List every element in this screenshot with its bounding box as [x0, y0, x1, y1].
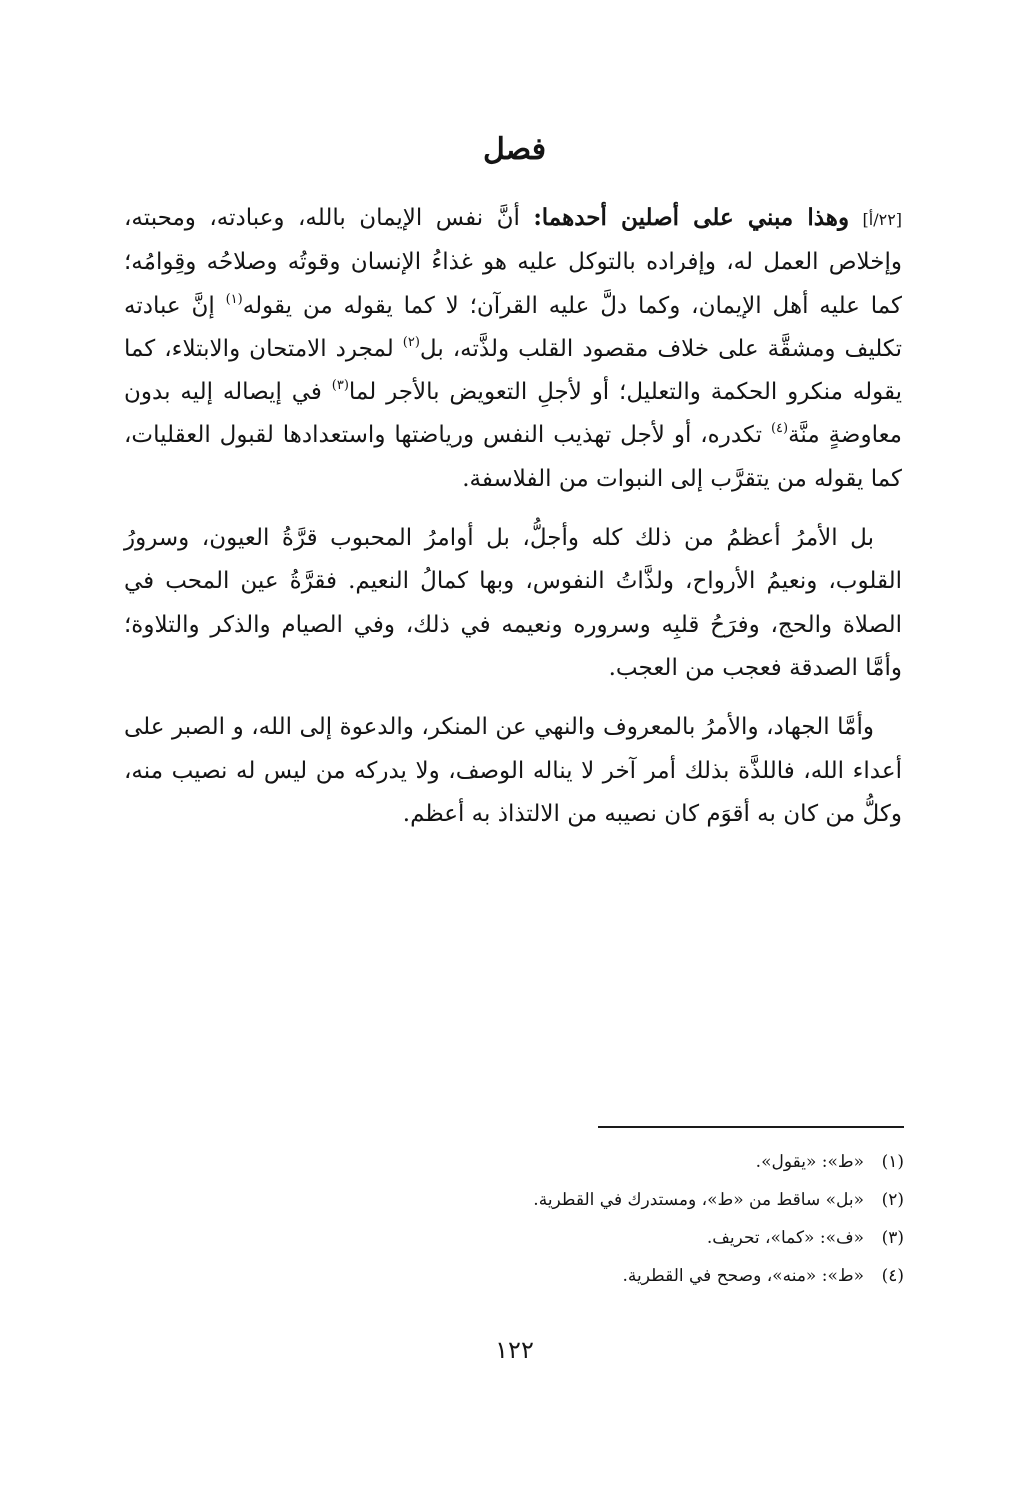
footnote-text: «بل» ساقط من «ط»، ومستدرك في القطرية.	[533, 1190, 864, 1210]
footnote-item	[126, 1224, 904, 1252]
footnote-item	[126, 1262, 904, 1290]
paragraph-3: وأمَّا الجهاد، والأمرُ بالمعروف والنهي عن المنكر، والدعوة إلى الله، و الصبر على أعداء الله، فاللذَّة بذلك أمر آخر لا يناله الوصف، ولا يدركه من ليس له نصيب منه، وكلُّ من كان به أقوَم كان نصيبه من الالتذاذ به أعظم.	[124, 714, 902, 827]
paragraph-text: إنَّ عبادته تكليف ومشقَّة على خلاف مقصود القلب ولذَّته، بل	[124, 292, 903, 362]
footnote-reference-2[interactable]: (٢)	[402, 334, 420, 350]
footnote-divider	[598, 1126, 904, 1128]
paragraph-2: بل الأمرُ أعظمُ من ذلك كله وأجلُّ، بل أوامرُ المحبوب قرَّةُ العيون، وسرورُ القلوب، ونعيمُ الأرواح، ولذَّاتُ النفوس، وبها كمالُ النعيم. فقرَّةُ عين المحب في الصلاة والحج، وفرَحُ قلبِه وسروره ونعيمه في ذلك، وفي الصيام والذكر والتلاوة؛ وأمَّا الصدقة فعجب من العجب.	[124, 525, 902, 681]
section-heading: فصل	[482, 132, 547, 167]
bold-lead-phrase: وهذا مبني على أصلين أحدهما:	[533, 204, 850, 231]
page-number: ١٢٢	[495, 1336, 534, 1364]
footnote-number: (١)	[881, 1152, 904, 1172]
paragraph-text: لمجرد الامتحان والابتلاء، كما يقوله منكرو الحكمة والتعليل؛ أو لأجلِ التعويض بالأجر لما	[124, 335, 902, 406]
footnote-text: «ف»: «كما»، تحريف.	[706, 1228, 864, 1248]
footnote-item	[126, 1148, 904, 1176]
footnote-reference-4[interactable]: (٤)	[770, 421, 789, 437]
paragraph-text: في إيصاله إليه بدون معاوضةٍ منَّة	[124, 379, 902, 449]
footnote-number: (٣)	[881, 1228, 904, 1248]
paragraph-1	[124, 196, 902, 501]
paragraph-text: أنَّ نفس الإيمان بالله، وعبادته، ومحبته، وإخلاص العمل له، وإفراده بالتوكل عليه هو غذاءُ الإنسان وقوتُه وصلاحُه وقِوامُه؛ كما عليه أهل الإيمان، وكما دلَّ عليه القرآن؛ لا كما يقوله من يقوله	[124, 205, 902, 319]
footnote-number: (٢)	[881, 1190, 904, 1210]
footnote-reference-3[interactable]: (٣)	[331, 378, 349, 394]
footnote-text: «ط»: «يقول».	[755, 1152, 864, 1172]
footnote-item	[126, 1186, 904, 1214]
footnote-reference-1[interactable]: (١)	[225, 291, 243, 307]
body-text	[124, 196, 902, 836]
manuscript-folio-marker: [٢٢/أ]	[862, 210, 903, 229]
paragraph-text: تكدره، أو لأجل تهذيب النفس ورياضتها واستعدادها لقبول العقليات، كما يقوله من يتقرَّب إلى النبوات من الفلاسفة.	[124, 422, 902, 492]
footnote-text: «ط»: «منه»، وصحح في القطرية.	[622, 1266, 864, 1286]
footnote-number: (٤)	[881, 1266, 904, 1286]
footnotes-list	[126, 1148, 904, 1300]
